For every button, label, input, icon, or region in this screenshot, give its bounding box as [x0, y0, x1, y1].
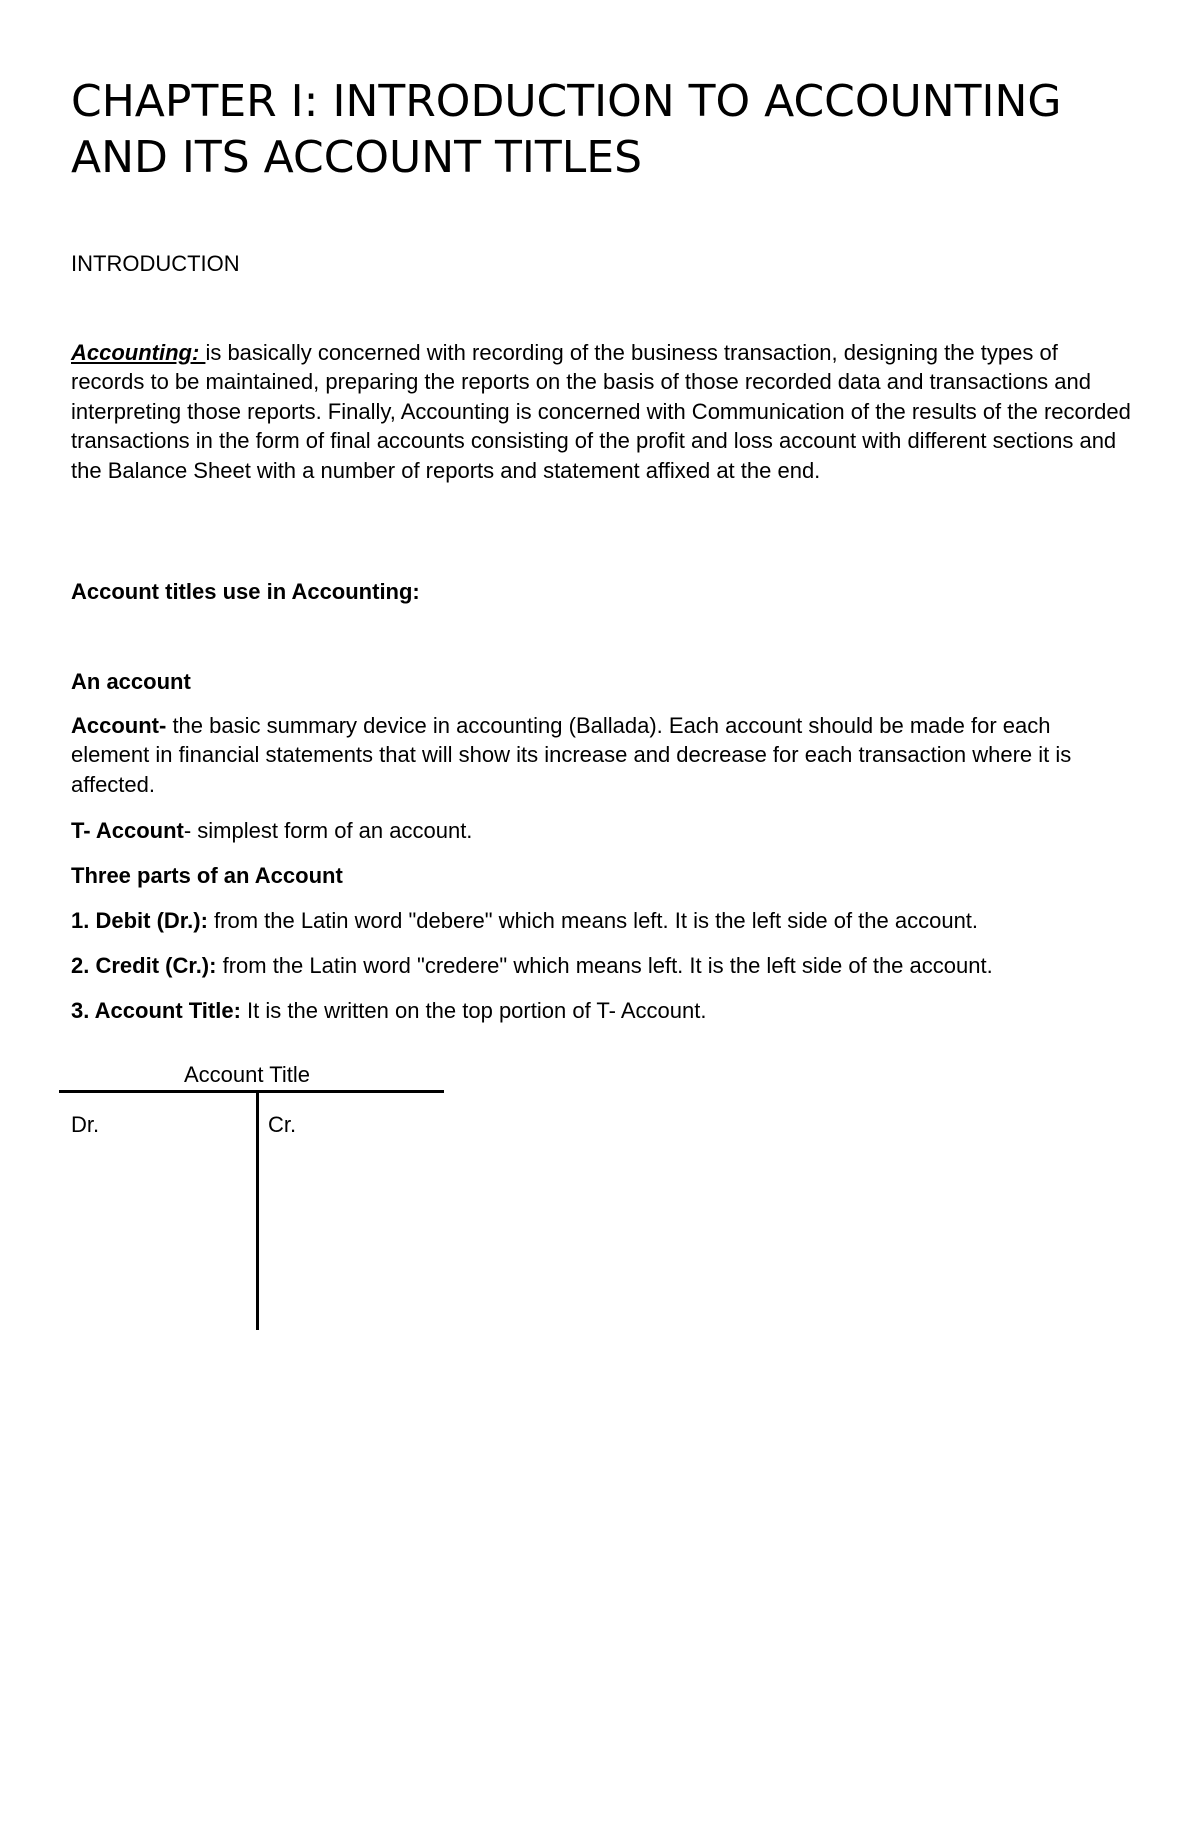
part-debit-term: 1. Debit (Dr.): — [71, 908, 208, 933]
part-credit-text: from the Latin word "credere" which means left. It is the left side of the account. — [216, 953, 993, 978]
part-credit-term: 2. Credit (Cr.): — [71, 953, 217, 978]
part-debit-text: from the Latin word "debere" which means left. It is the left side of the account. — [207, 908, 979, 933]
part-debit — [71, 906, 1131, 935]
t-account-definition-paragraph — [71, 816, 1131, 845]
t-account-vertical-line — [256, 1090, 259, 1330]
t-account-credit-label: Cr. — [268, 1112, 297, 1137]
accounting-term: Accounting: — [71, 340, 206, 365]
account-titles-heading: Account titles use in Accounting: — [71, 579, 420, 604]
t-account-debit-label: Dr. — [71, 1112, 100, 1137]
part-account-title-text: It is the written on the top portion of T- Account. — [240, 998, 707, 1023]
t-account-term: T- Account — [71, 818, 184, 843]
t-account-horizontal-line — [59, 1090, 444, 1093]
an-account-heading: An account — [71, 669, 191, 694]
part-account-title-term: 3. Account Title: — [71, 998, 241, 1023]
section-label-introduction: INTRODUCTION — [71, 251, 240, 276]
three-parts-heading: Three parts of an Account — [71, 863, 343, 888]
part-account-title — [71, 996, 1131, 1025]
t-account-definition-text: - simplest form of an account. — [183, 818, 473, 843]
account-definition-text: the basic summary device in accounting (Ballada). Each account should be made for each element in financial statements that will show its increase and decrease for each transaction where it is affected. — [71, 713, 1072, 797]
accounting-definition-paragraph — [71, 338, 1131, 485]
chapter-title: CHAPTER I: INTRODUCTION TO ACCOUNTING AND ITS ACCOUNT TITLES — [71, 76, 1062, 183]
part-credit — [71, 951, 1131, 980]
accounting-definition-text: is basically concerned with recording of the business transaction, designing the types of records to be maintained, preparing the reports on the basis of those recorded data and transactions and interpreting those reports. Finally, Accounting is concerned with Communication of the results of the recorded transactions in the form of final accounts consisting of the profit and loss account with different sections and the Balance Sheet with a number of reports and statement affixed at the end. — [71, 340, 1131, 483]
account-term: Account- — [71, 713, 167, 738]
account-definition-paragraph — [71, 711, 1131, 799]
t-account-title-label: Account Title — [184, 1062, 310, 1087]
